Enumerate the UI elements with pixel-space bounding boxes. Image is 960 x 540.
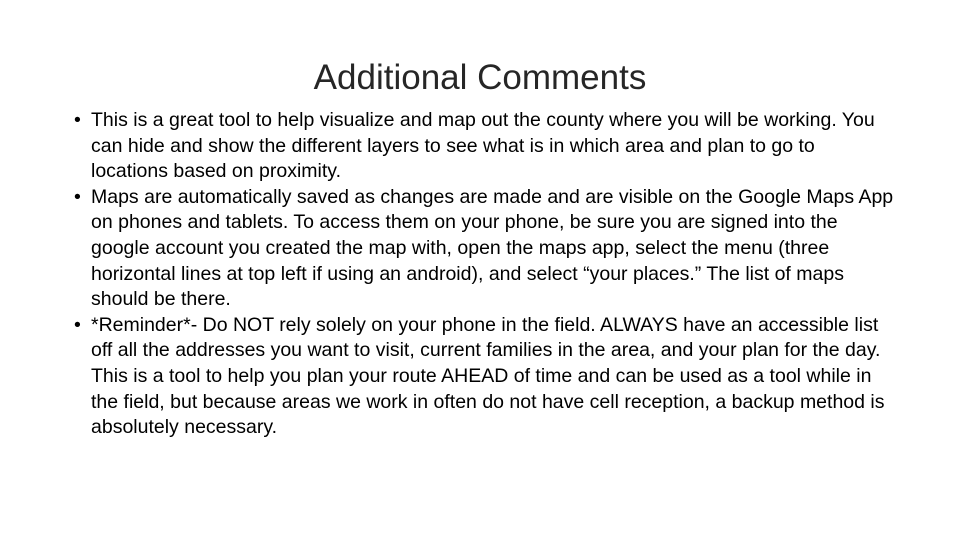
bullet-marker: • — [74, 185, 81, 208]
bullet-item — [74, 108, 894, 185]
slide-title: Additional Comments — [313, 58, 647, 97]
bullet-item — [74, 185, 894, 313]
bullet-item — [74, 313, 894, 441]
bullet-text: This is a great tool to help visualize and map out the county where you will be working. You can hide and show the different layers to see what is in which area and plan to go to locations based on proximity. — [91, 109, 875, 183]
bullet-text: *Reminder*- Do NOT rely solely on your phone in the field. ALWAYS have an accessible list off all the addresses you want to visit, current families in the area, and your plan for the day. This is a tool to help you plan your route AHEAD of time and can be used as a tool while in the field, but because areas we work in often do not have cell reception, a backup method is absolutely necessary. — [91, 313, 885, 439]
bullet-text: Maps are automatically saved as changes are made and are visible on the Google Maps App on phones and tablets. To access them on your phone, be sure you are signed into the google account you created the map with, open the maps app, select the menu (three horizontal lines at top left if using an android), and select “your places.” The list of maps should be there. — [91, 185, 894, 311]
bullet-marker: • — [74, 109, 81, 131]
bullet-list — [74, 108, 894, 441]
bullet-marker: • — [74, 313, 81, 336]
